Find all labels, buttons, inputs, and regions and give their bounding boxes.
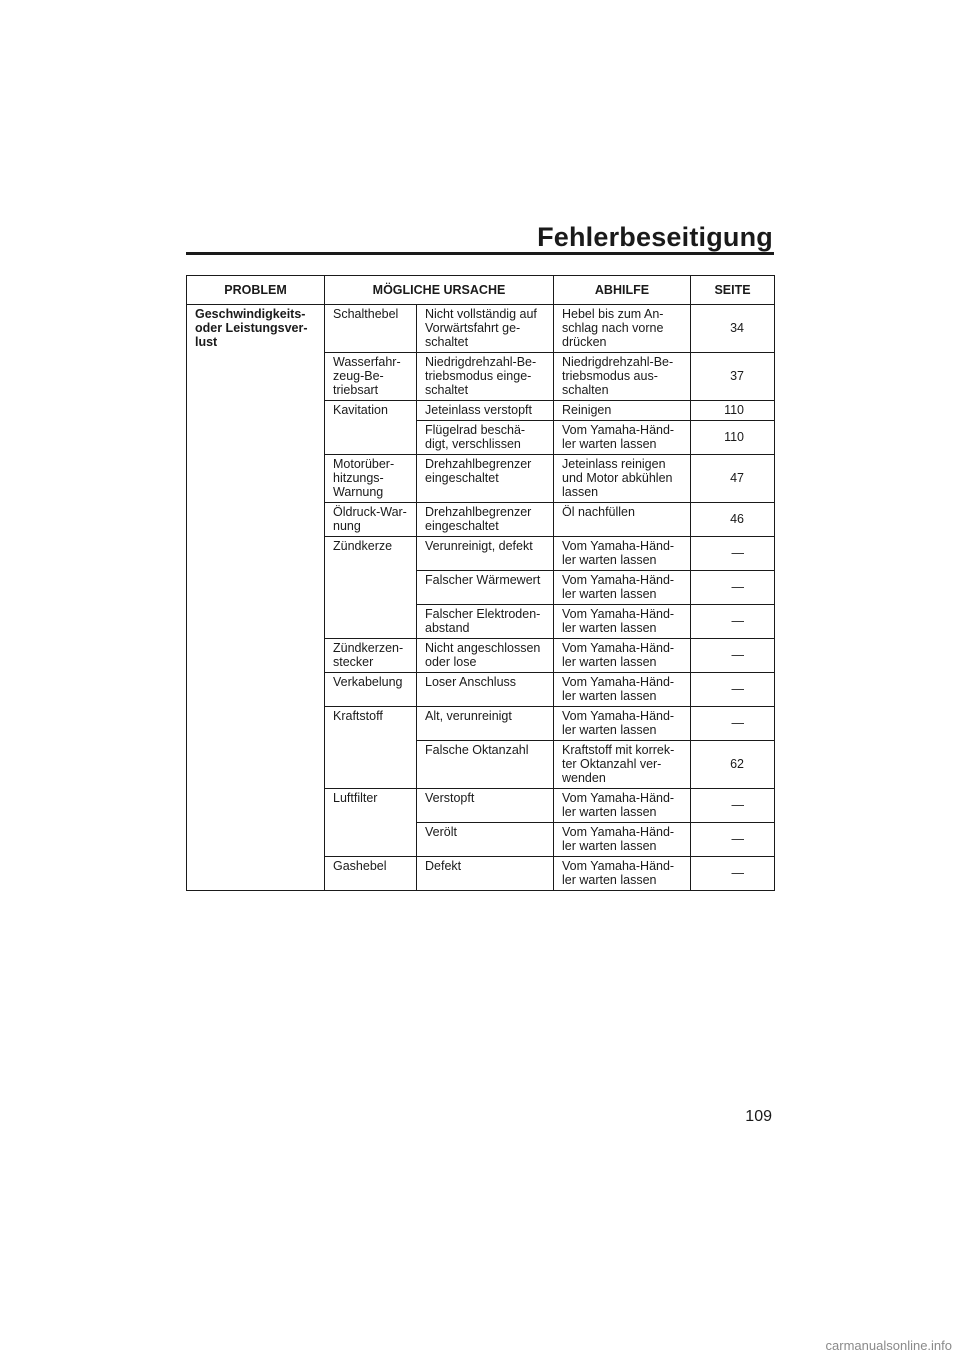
page-cell: 110 bbox=[691, 401, 775, 421]
remedy-cell: Hebel bis zum An- schlag nach vorne drücken bbox=[554, 305, 691, 353]
cause-cell: Defekt bbox=[417, 857, 554, 891]
component-cell: Schalthebel bbox=[325, 305, 417, 353]
page-cell: 46 bbox=[691, 503, 775, 537]
page-cell: 47 bbox=[691, 455, 775, 503]
remedy-cell: Vom Yamaha-Händ- ler warten lassen bbox=[554, 639, 691, 673]
cause-cell: Drehzahlbegrenzer eingeschaltet bbox=[417, 503, 554, 537]
page-cell: — bbox=[691, 857, 775, 891]
remedy-cell: Kraftstoff mit korrek- ter Oktanzahl ver- wenden bbox=[554, 741, 691, 789]
remedy-cell: Vom Yamaha-Händ- ler warten lassen bbox=[554, 857, 691, 891]
troubleshooting-table bbox=[186, 275, 775, 891]
remedy-cell: Vom Yamaha-Händ- ler warten lassen bbox=[554, 823, 691, 857]
cause-cell: Alt, verunreinigt bbox=[417, 707, 554, 741]
remedy-cell: Vom Yamaha-Händ- ler warten lassen bbox=[554, 673, 691, 707]
cause-cell: Drehzahlbegrenzer eingeschaltet bbox=[417, 455, 554, 503]
component-cell: Zündkerzen- stecker bbox=[325, 639, 417, 673]
cause-cell: Falscher Wärmewert bbox=[417, 571, 554, 605]
page-cell: — bbox=[691, 571, 775, 605]
page-cell: 110 bbox=[691, 421, 775, 455]
remedy-cell: Vom Yamaha-Händ- ler warten lassen bbox=[554, 605, 691, 639]
component-cell: Kavitation bbox=[325, 401, 417, 455]
page-cell: 37 bbox=[691, 353, 775, 401]
component-cell: Gashebel bbox=[325, 857, 417, 891]
component-cell: Wasserfahr- zeug-Be- triebsart bbox=[325, 353, 417, 401]
page-cell: — bbox=[691, 639, 775, 673]
remedy-cell: Vom Yamaha-Händ- ler warten lassen bbox=[554, 707, 691, 741]
cause-cell: Verunreinigt, defekt bbox=[417, 537, 554, 571]
page-cell: — bbox=[691, 673, 775, 707]
cause-cell: Jeteinlass verstopft bbox=[417, 401, 554, 421]
watermark: carmanualsonline.info bbox=[825, 1338, 952, 1353]
cause-cell: Nicht vollständig auf Vorwärtsfahrt ge- schaltet bbox=[417, 305, 554, 353]
page-cell: — bbox=[691, 789, 775, 823]
page-cell: 62 bbox=[691, 741, 775, 789]
remedy-cell: Vom Yamaha-Händ- ler warten lassen bbox=[554, 789, 691, 823]
cause-cell: Verölt bbox=[417, 823, 554, 857]
page-cell: — bbox=[691, 707, 775, 741]
page-title: Fehlerbeseitigung bbox=[537, 222, 773, 252]
cause-cell: Falsche Oktanzahl bbox=[417, 741, 554, 789]
remedy-cell: Öl nachfüllen bbox=[554, 503, 691, 537]
component-cell: Öldruck-War- nung bbox=[325, 503, 417, 537]
cause-cell: Loser Anschluss bbox=[417, 673, 554, 707]
table-header-row bbox=[187, 276, 775, 305]
cause-cell: Nicht angeschlossen oder lose bbox=[417, 639, 554, 673]
title-rule bbox=[186, 252, 774, 255]
component-cell: Zündkerze bbox=[325, 537, 417, 639]
component-cell: Verkabelung bbox=[325, 673, 417, 707]
header-remedy: ABHILFE bbox=[554, 276, 691, 305]
header-problem: PROBLEM bbox=[187, 276, 325, 305]
cause-cell: Niedrigdrehzahl-Be- triebsmodus einge- schaltet bbox=[417, 353, 554, 401]
page-cell: — bbox=[691, 605, 775, 639]
component-cell: Motorüber- hitzungs- Warnung bbox=[325, 455, 417, 503]
problem-cell: Geschwindigkeits- oder Leistungsver- lust bbox=[187, 305, 325, 891]
remedy-cell: Jeteinlass reinigen und Motor abkühlen lassen bbox=[554, 455, 691, 503]
component-cell: Luftfilter bbox=[325, 789, 417, 857]
page-cell: — bbox=[691, 537, 775, 571]
cause-cell: Verstopft bbox=[417, 789, 554, 823]
remedy-cell: Niedrigdrehzahl-Be- triebsmodus aus- schalten bbox=[554, 353, 691, 401]
remedy-cell: Vom Yamaha-Händ- ler warten lassen bbox=[554, 421, 691, 455]
page-number: 109 bbox=[745, 1108, 772, 1125]
table-row bbox=[187, 305, 775, 353]
component-cell: Kraftstoff bbox=[325, 707, 417, 789]
cause-cell: Flügelrad beschä- digt, verschlissen bbox=[417, 421, 554, 455]
cause-cell: Falscher Elektroden- abstand bbox=[417, 605, 554, 639]
header-page: SEITE bbox=[691, 276, 775, 305]
remedy-cell: Vom Yamaha-Händ- ler warten lassen bbox=[554, 537, 691, 571]
header-cause: MÖGLICHE URSACHE bbox=[325, 276, 554, 305]
remedy-cell: Reinigen bbox=[554, 401, 691, 421]
page-cell: 34 bbox=[691, 305, 775, 353]
remedy-cell: Vom Yamaha-Händ- ler warten lassen bbox=[554, 571, 691, 605]
page-cell: — bbox=[691, 823, 775, 857]
